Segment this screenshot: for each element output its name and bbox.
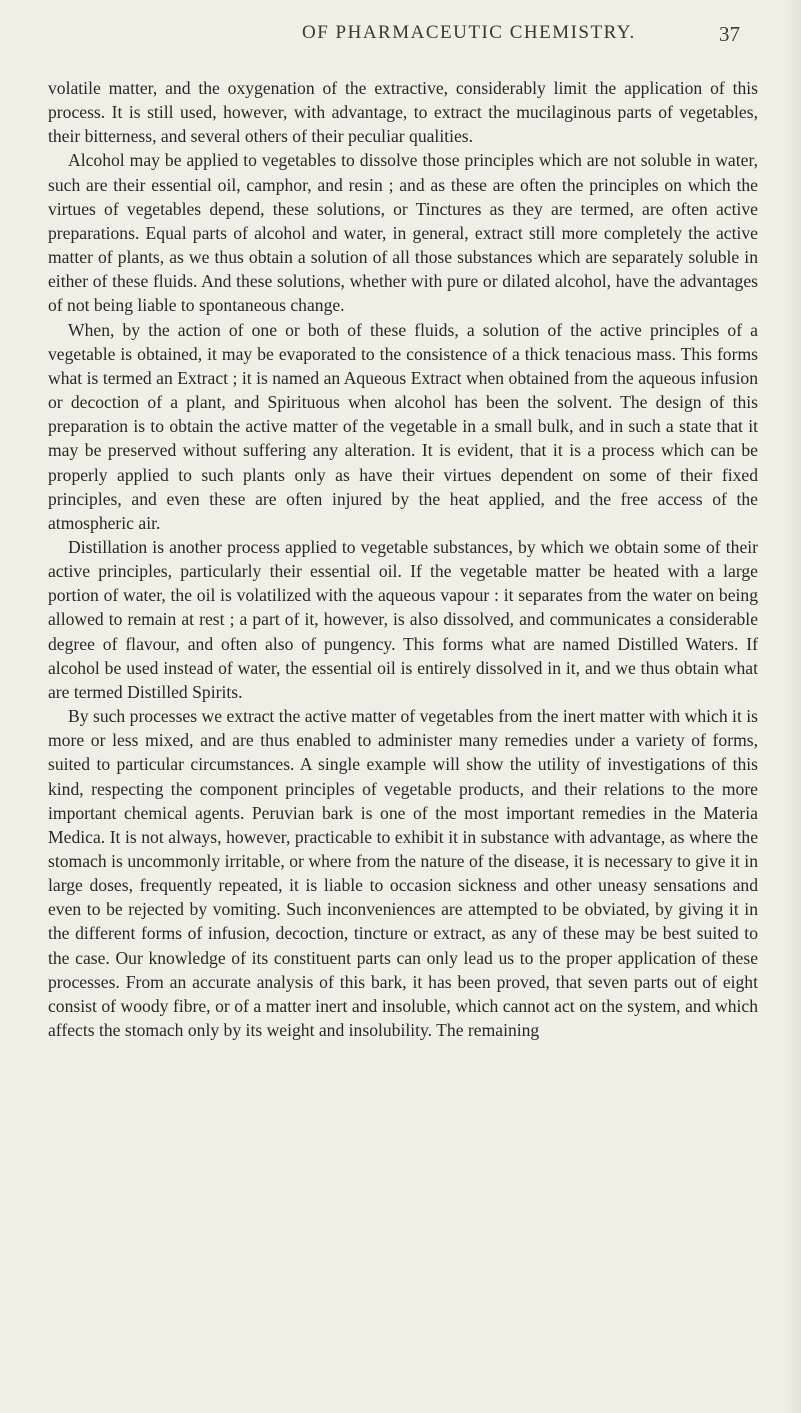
page-edge-shadow [783, 0, 801, 1413]
page-number: 37 [719, 22, 740, 46]
paragraph: volatile matter, and the oxygenation of the extractive, considerably limit the application of this process. It is still used, however, with advantage, to extract the mucilaginous parts of vegetables, their bitterness, and several others of their peculiar qualities. [48, 78, 758, 147]
running-head [300, 16, 760, 56]
paragraph: When, by the action of one or both of these fluids, a solution of the active principles of a vegetable is obtained, it may be evaporated to the consistence of a thick tenacious mass. This forms what is termed an Extract ; it is named an Aqueous Extract when obtained from the aqueous infusion or decoction of a plant, and Spirituous when alcohol has been the solvent. The design of this preparation is to obtain the active matter of the vegetable in a small bulk, and in such a state that it may be preserved without suffering any alteration. It is evident, that it is a process which can be properly applied to such plants only as have their virtues dependent on some of their fixed principles, and even these are often injured by the heat applied, and the free access of the atmospheric air. [48, 319, 758, 533]
paragraph: By such processes we extract the active matter of vegetables from the inert matter with which it is more or less mixed, and are thus enabled to administer many remedies under a variety of forms, suited to particular circumstances. A single example will show the utility of investigations of this kind, respecting the component principles of vegetable products, and their relations to the more important chemical agents. Peruvian bark is one of the most important remedies in the Materia Medica. It is not always, however, practicable to exhibit it in substance with advantage, as where the stomach is uncommonly irritable, or where from the nature of the disease, it is necessary to give it in large doses, frequently repeated, it is liable to occasion sickness and other uneasy sensations and even to be rejected by vomiting. Such inconveniences are attempted to be obviated, by giving it in the different forms of infusion, decoction, tincture or extract, as any of these may be best suited to the case. Our knowledge of its constituent parts can only lead us to the proper application of these processes. From an accurate analysis of this bark, it has been proved, that seven parts out of eight consist of woody fibre, or of a matter inert and insoluble, which cannot act on the system, and which affects the stomach only by its weight and insolubility. The remaining [48, 706, 758, 1041]
paragraph: Distillation is another process applied to vegetable substances, by which we obtain some of their active principles, particularly their essential oil. If the vegetable matter be heated with a large portion of water, the oil is volatilized with the aqueous vapour : it separates from the water on being allowed to remain at rest ; a part of it, however, is also dissolved, and communicates a considerable degree of flavour, and often also of pungency. This forms what are named Distilled Waters. If alcohol be used instead of water, the essential oil is entirely dissolved in it, and we thus obtain what are termed Distilled Spirits. [48, 536, 758, 702]
body-text [48, 76, 758, 1042]
running-title: OF PHARMACEUTIC CHEMISTRY. [302, 22, 636, 43]
paragraph: Alcohol may be applied to vegetables to dissolve those principles which are not soluble in water, such are their essential oil, camphor, and resin ; and as these are often the principles on which the virtues of vegetables depend, these solutions, or Tinctures as they are termed, are often active preparations. Equal parts of alcohol and water, in general, extract still more completely the active matter of plants, as we thus obtain a solution of all those substances which are separately soluble in either of these fluids. And these solutions, whether with pure or dilated alcohol, have the advantages of not being liable to spontaneous change. [48, 150, 758, 316]
